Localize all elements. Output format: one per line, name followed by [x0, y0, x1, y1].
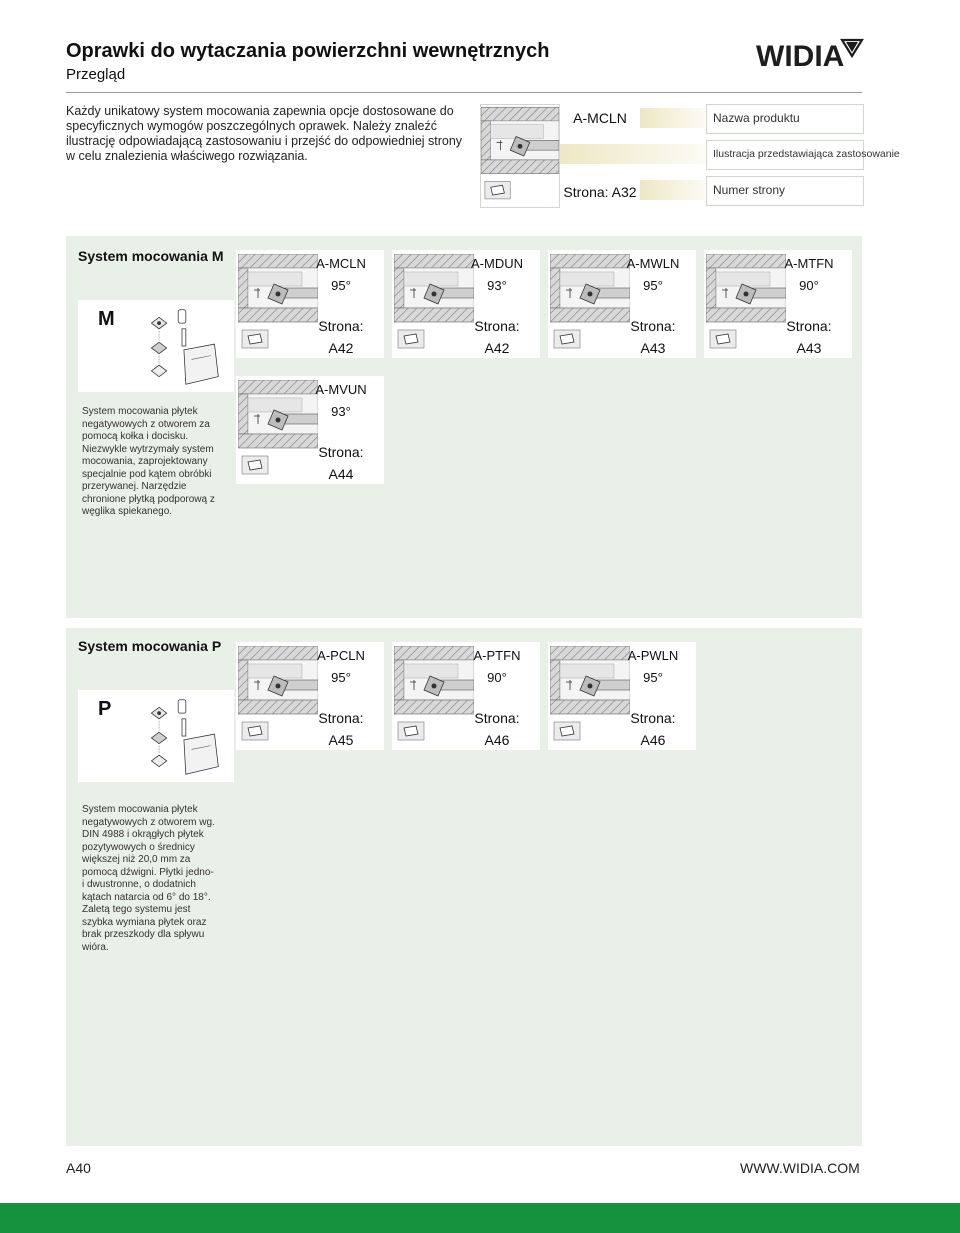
system-m-components-illustration [138, 304, 226, 390]
tool-angle: 95° [643, 278, 663, 293]
legend-beam-page [640, 180, 706, 200]
legend-illustration [481, 105, 559, 207]
tool-page-link[interactable]: A44 [328, 466, 354, 482]
tool-page-label: Strona: [474, 318, 520, 334]
system-p-letter: P [98, 698, 112, 720]
tool-angle: 93° [331, 404, 351, 419]
page-number: A40 [66, 1160, 91, 1176]
tool-angle: 95° [331, 670, 351, 685]
tool-page-label: Strona: [474, 710, 520, 726]
system-m-description: System mocowania płytek negatywowych z otworem za pomocą kołka i docisku. Niezwykle wytrzymały system mocowania, zaprojektowany specjalnie pod kątem obróbki przerywanej. Narzędzie chronione płytką podporową z węglika spiekanego. [82, 406, 215, 517]
system-p-components-illustration [138, 694, 226, 780]
tool-card-a-mcln[interactable] [236, 250, 384, 358]
tool-name: A-MCLN [316, 256, 366, 271]
tool-page-link[interactable]: A43 [796, 340, 822, 356]
tool-card-a-mwln[interactable] [548, 250, 696, 358]
tool-name: A-MVUN [315, 382, 367, 397]
tool-name: A-PWLN [627, 648, 679, 663]
legend-label-name-box [706, 104, 864, 134]
tool-name: A-PCLN [317, 648, 365, 663]
system-p-title: System mocowania P [78, 638, 222, 654]
system-m-image-card [78, 300, 234, 392]
tool-page-label: Strona: [318, 444, 364, 460]
tool-card-a-mvun[interactable] [236, 376, 384, 484]
tool-page-link[interactable]: A45 [328, 732, 354, 748]
tool-card-a-pcln[interactable] [236, 642, 384, 750]
tool-angle: 90° [799, 278, 819, 293]
system-m-panel [66, 236, 862, 618]
tool-page-link[interactable]: A46 [484, 732, 510, 748]
system-m-letter: M [98, 308, 115, 330]
system-p-panel [66, 628, 862, 1146]
tool-page-label: Strona: [630, 710, 676, 726]
tool-card-a-mdun[interactable] [392, 250, 540, 358]
legend-label-name: Nazwa produktu [713, 111, 800, 125]
tool-page-label: Strona: [630, 318, 676, 334]
tool-angle: 90° [487, 670, 507, 685]
tool-page-link[interactable]: A43 [640, 340, 666, 356]
tool-page-link[interactable]: A42 [328, 340, 354, 356]
tool-page-link[interactable]: A46 [640, 732, 666, 748]
tool-angle: 95° [331, 278, 351, 293]
logo-text: WIDIA [756, 40, 845, 72]
tool-angle: 93° [487, 278, 507, 293]
tool-card-a-ptfn[interactable] [392, 642, 540, 750]
tool-name: A-MWLN [626, 256, 680, 271]
legend-label-illustration-box [706, 140, 900, 170]
legend-product-name: A-MCLN [573, 110, 627, 126]
page-title: Oprawki do wytaczania powierzchni wewnętrznych [66, 40, 550, 62]
tool-card-a-mtfn[interactable] [704, 250, 852, 358]
legend-box [480, 104, 560, 208]
system-p-description: System mocowania płytek negatywowych z otworem wg. DIN 4988 i okrągłych płytek pozytywowych o średnicy większej niż 20,0 mm za pomocą dźwigni. Płytki jedno- i dwustronne, o dodatnich kątach natarcia od 6° do 18°. Zaletą tego systemu jest szybka wymiana płytek oraz brak przeszkody dla spływu wióra. [82, 804, 215, 953]
page-subtitle: Przegląd [66, 66, 126, 83]
legend-label-illustration: Ilustracja przedstawiająca zastosowanie [713, 148, 900, 160]
widia-logo [756, 36, 866, 72]
tool-angle: 95° [643, 670, 663, 685]
legend-label-page: Numer strony [713, 183, 786, 197]
tool-page-link[interactable]: A42 [484, 340, 510, 356]
legend-label-page-box [706, 176, 864, 206]
footer-brand-bar [0, 1203, 960, 1233]
tool-card-a-pwln[interactable] [548, 642, 696, 750]
system-p-image-card [78, 690, 234, 782]
legend-beam-illustration [560, 144, 706, 164]
legend-beam-name [640, 108, 706, 128]
tool-name: A-MDUN [471, 256, 523, 271]
tool-page-label: Strona: [318, 710, 364, 726]
website-link[interactable]: WWW.WIDIA.COM [740, 1160, 860, 1176]
tool-page-label: Strona: [786, 318, 832, 334]
tool-name: A-PTFN [473, 648, 521, 663]
legend-page-ref: Strona: A32 [563, 184, 637, 200]
system-m-title: System mocowania M [78, 248, 224, 264]
intro-text: Każdy unikatowy system mocowania zapewnia opcje dostosowane do specyficznych wymogów poszczególnych oprawek. Należy znaleźć ilustrację odpowiadającą zastosowaniu i przejść do odpowiedniej strony w celu znalezienia właściwego rozwiązania. [66, 104, 463, 163]
header-divider [66, 92, 862, 93]
tool-name: A-MTFN [784, 256, 834, 271]
tool-page-label: Strona: [318, 318, 364, 334]
